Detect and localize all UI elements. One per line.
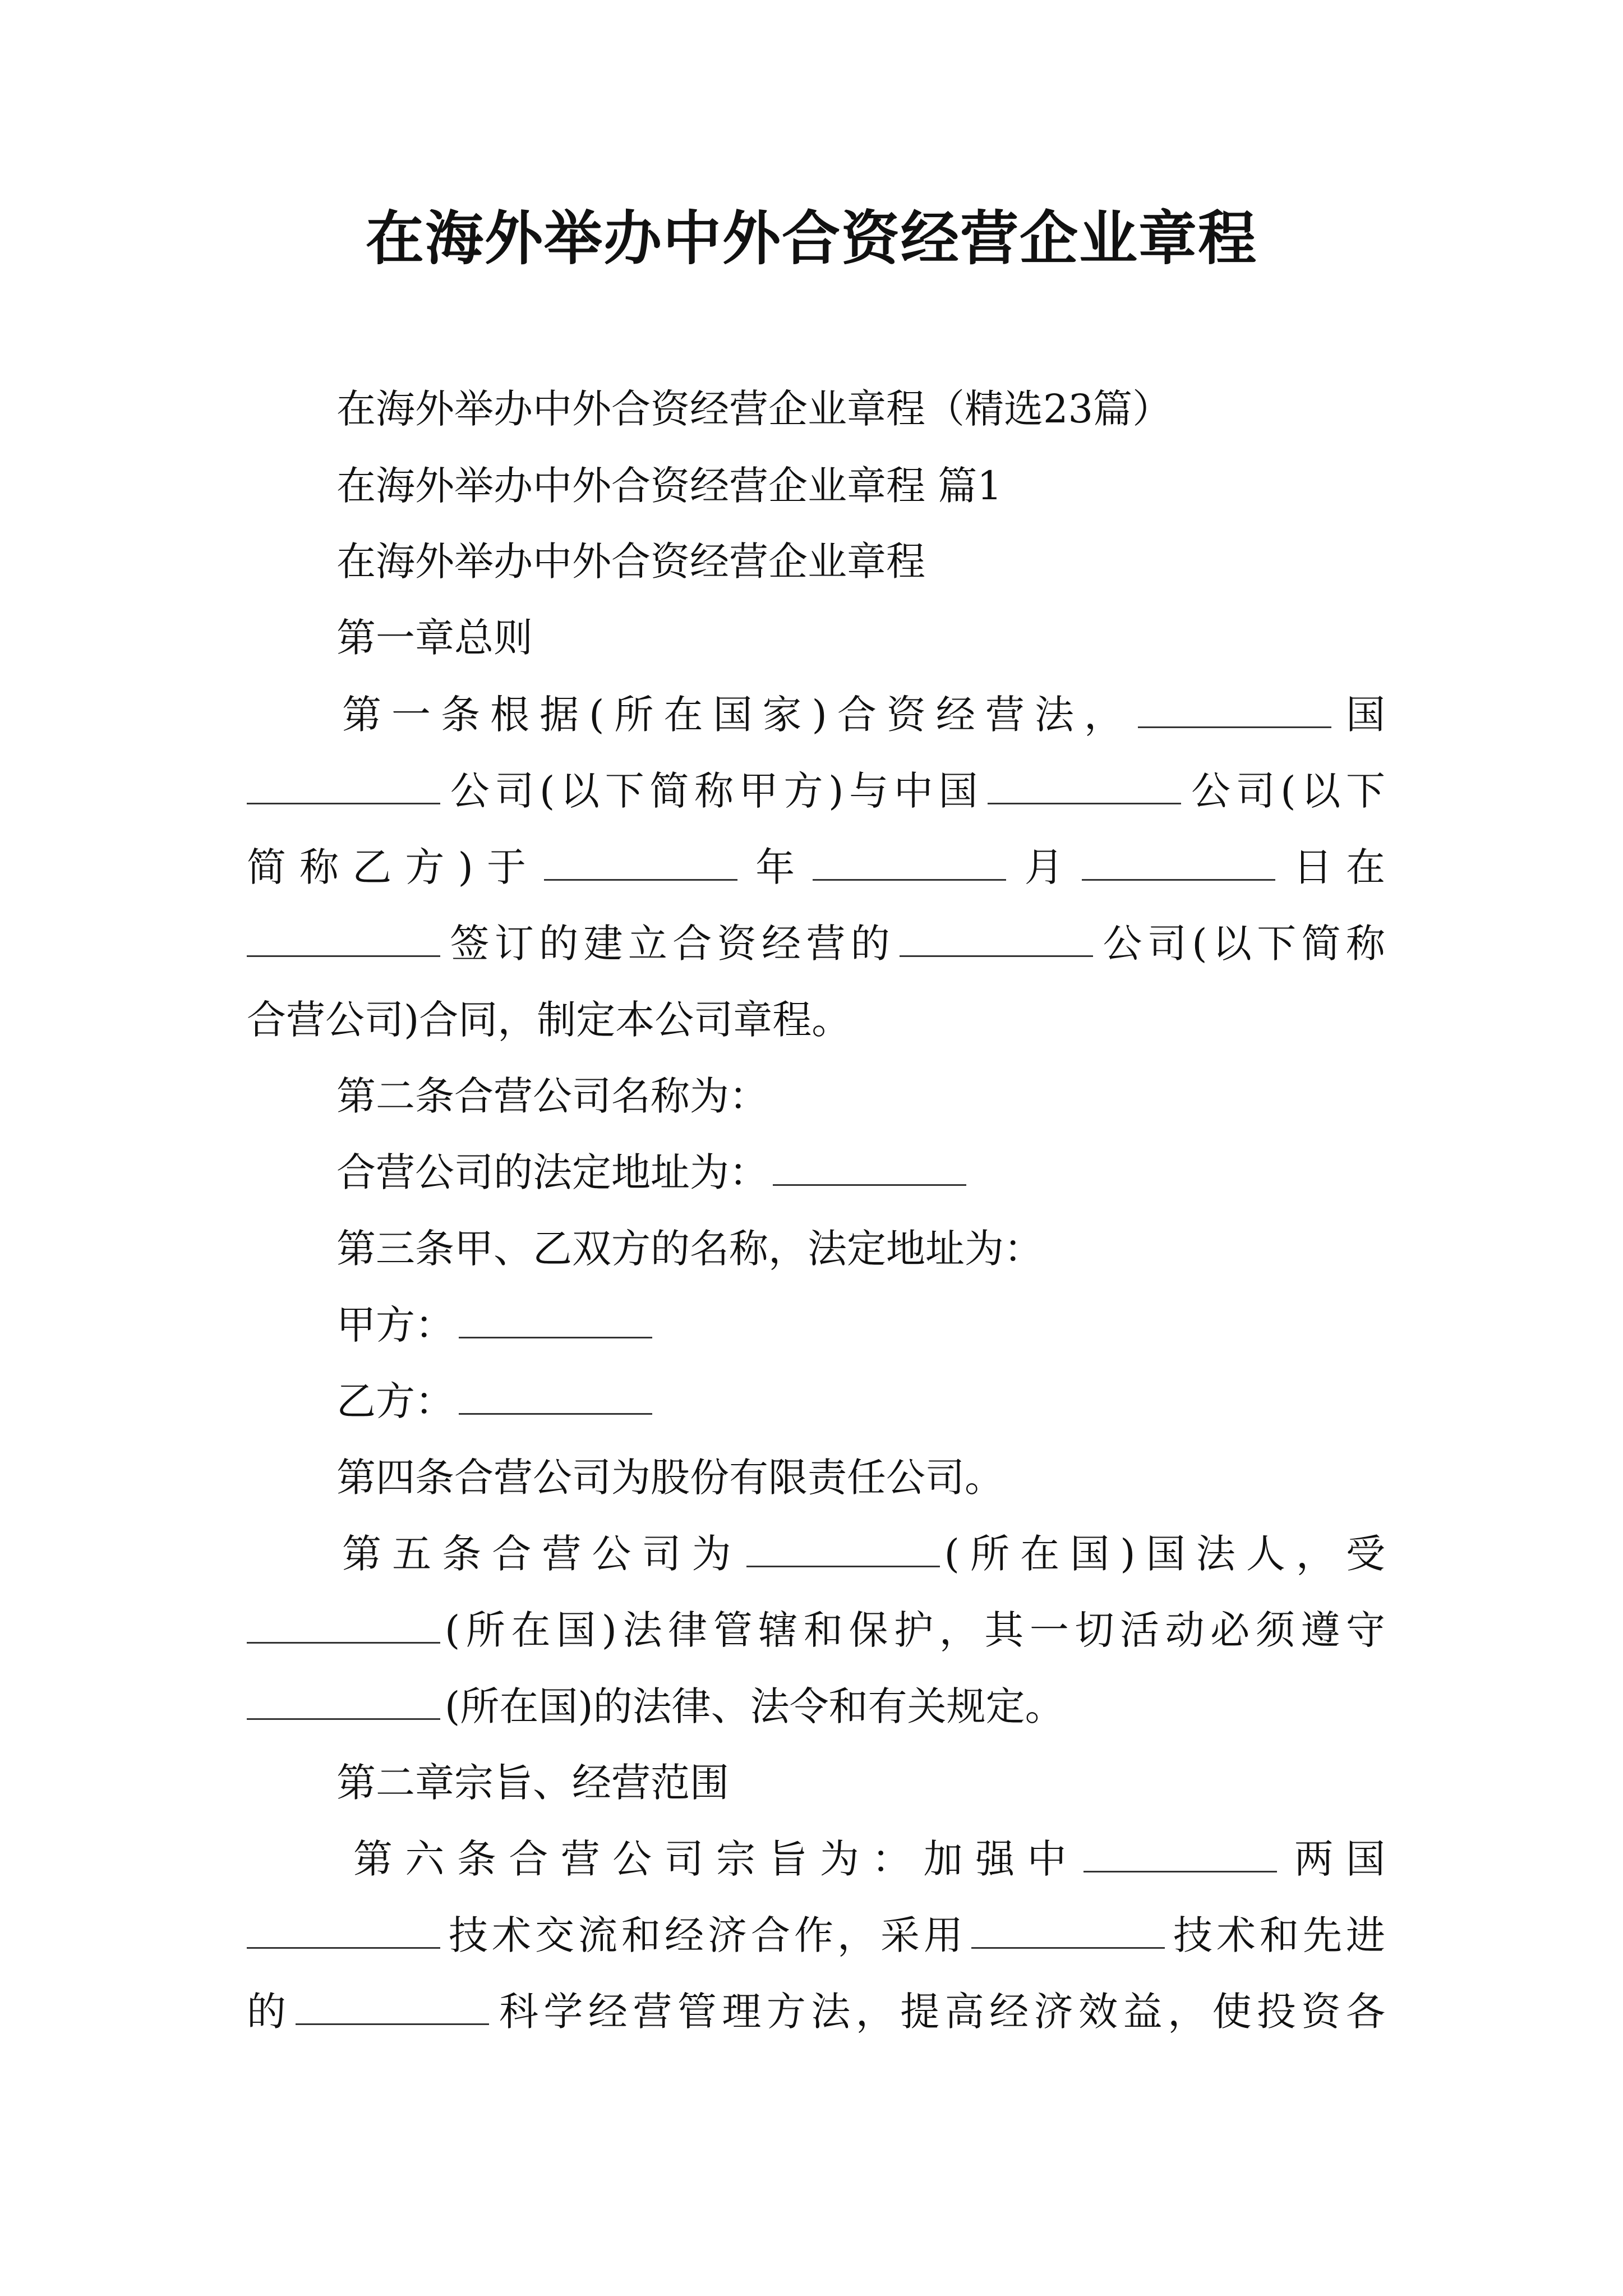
text: 月	[1011, 844, 1077, 890]
text: 甲方：	[336, 1302, 454, 1348]
fill-in-blank	[773, 1182, 966, 1186]
text: 乙方：	[336, 1378, 454, 1424]
paragraph-section-heading	[336, 461, 1002, 511]
text: 第五条合营公司为	[342, 1531, 742, 1577]
document-title: 在海外举办中外合资经营企业章程	[365, 204, 1257, 273]
text: (所在国)的法律、法令和有关规定。	[445, 1683, 1064, 1729]
fill-in-blank	[247, 1945, 440, 1949]
article-line	[247, 842, 1385, 892]
text: 第三条甲、乙双方的名称，法定地址为：	[336, 1226, 1043, 1272]
text: 日在	[1279, 844, 1385, 890]
fill-in-blank	[746, 1563, 940, 1567]
text: 简称乙方)于	[247, 844, 540, 890]
text: 第四条合营公司为股份有限责任公司。	[336, 1455, 1004, 1501]
article-line	[247, 1605, 1385, 1655]
text: (所在国)法律管辖和保护，其一切活动必须遵守	[445, 1607, 1385, 1653]
fill-in-blank	[247, 1716, 440, 1720]
article-line	[336, 1147, 971, 1198]
text: 第二条合营公司名称为：	[336, 1073, 768, 1119]
text: 合营公司的法定地址为：	[336, 1149, 768, 1195]
article-line	[247, 689, 1385, 740]
fill-in-blank	[1138, 724, 1331, 728]
text: 公司(以下简称甲方)与中国	[445, 768, 984, 814]
paragraph-heading	[336, 536, 925, 587]
text: 公司(以下	[1186, 768, 1385, 814]
text: (所在国)国法人，受	[944, 1531, 1386, 1577]
text: 第一条根据(所在国家)合资经营法，	[342, 692, 1133, 738]
article-line	[247, 1986, 1385, 2037]
article-line	[336, 1376, 657, 1427]
text: 第一章总则	[336, 615, 533, 661]
fill-in-blank	[813, 877, 1006, 881]
text: 合营公司)合同，制定本公司章程。	[247, 997, 851, 1043]
chapter-heading	[336, 613, 533, 663]
text: 第六条合营公司宗旨为：加强中	[353, 1836, 1080, 1882]
text: 科学经营管理方法，提高经济效益，使投资各	[494, 1989, 1386, 2035]
text: 年	[742, 844, 809, 890]
text: 的	[247, 1989, 292, 2035]
article-line	[247, 1681, 1064, 1732]
text: 国	[1335, 692, 1386, 738]
fill-in-blank	[459, 1411, 652, 1415]
text: 两国	[1281, 1836, 1385, 1882]
chapter-heading	[336, 1757, 729, 1808]
fill-in-blank	[988, 800, 1181, 804]
fill-in-blank	[247, 953, 440, 957]
article-line	[247, 995, 851, 1045]
fill-in-blank	[1083, 1869, 1277, 1872]
fill-in-blank	[900, 953, 1093, 957]
text: 在海外举办中外合资经营企业章程	[336, 539, 925, 585]
article-line	[247, 1910, 1385, 1961]
text: 技术和先进	[1169, 1912, 1385, 1958]
fill-in-blank	[247, 1640, 440, 1644]
fill-in-blank	[544, 877, 737, 881]
text: 在海外举办中外合资经营企业章程 篇1	[336, 463, 1002, 509]
fill-in-blank	[971, 1945, 1165, 1949]
article-line	[247, 1834, 1385, 1884]
fill-in-blank	[459, 1335, 652, 1338]
text: 第二章宗旨、经营范围	[336, 1760, 729, 1806]
text: 在海外举办中外合资经营企业章程（精选23篇）	[336, 386, 1172, 432]
article-line	[247, 918, 1385, 969]
article-line	[336, 1452, 1004, 1503]
fill-in-blank	[1082, 877, 1275, 881]
article-line	[336, 1223, 1043, 1274]
fill-in-blank	[247, 800, 440, 804]
article-line	[336, 1300, 657, 1350]
paragraph-subtitle	[336, 384, 1172, 434]
text: 技术交流和经济合作，采用	[445, 1912, 967, 1958]
text: 签订的建立合资经营的	[445, 921, 896, 967]
text: 公司(以下简称	[1098, 921, 1386, 967]
fill-in-blank	[296, 2021, 489, 2025]
article-line	[247, 1529, 1385, 1579]
article-line	[336, 1071, 768, 1121]
article-line	[247, 766, 1385, 816]
